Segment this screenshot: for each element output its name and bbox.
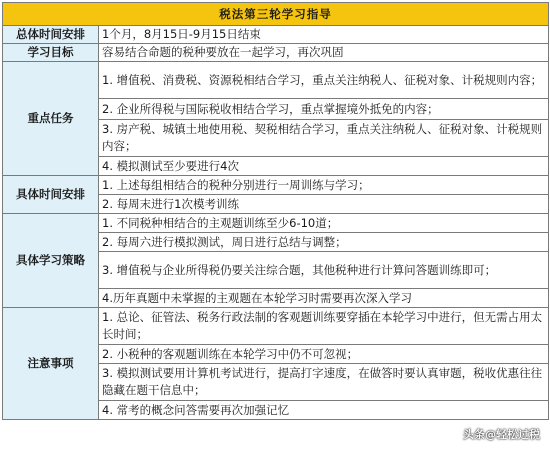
watermark-text: 头条@轻松过税 [463,428,540,441]
goal-text: 容易结合命题的税种要放在一起学习，再次巩固 [99,44,549,62]
strategy-item-4: 4.历年真题中未掌握的主观题在本轮学习时需要再次深入学习 [99,289,549,308]
note-item-4: 4. 常考的概念问答需要再次加强记忆 [99,401,549,420]
note-item-3: 3. 模拟测试要用计算机考试进行，提高打字速度，在做答时要认真审题，税收优惠往往隐藏在题干信息中； [99,364,549,401]
key-tasks-label: 重点任务 [3,62,99,176]
strategy-item-1: 1. 不同税种相结合的主观题训练至少6-10道； [99,214,549,233]
specific-time-item-1: 1. 上述每组相结合的税种分别进行一周训练与学习； [99,176,549,195]
strategy-label: 具体学习策略 [3,214,99,308]
key-task-item-4: 4. 模拟测试至少要进行4次 [99,157,549,176]
key-task-item-1: 1. 增值税、消费税、资源税相结合学习，重点关注纳税人、征税对象、计税规则内容； [99,62,549,99]
overall-time-label: 总体时间安排 [3,26,99,44]
key-task-item-2: 2. 企业所得税与国际税收相结合学习，重点掌握境外抵免的内容； [99,99,549,120]
strategy-item-2: 2. 每周六进行模拟测试，周日进行总结与调整； [99,233,549,252]
table-title: 税法第三轮学习指导 [3,3,549,26]
strategy-item-3: 3. 增值税与企业所得税仍要关注综合题，其他税种进行计算问答题训练即可； [99,252,549,289]
goal-label: 学习目标 [3,44,99,62]
study-plan-table [2,2,549,420]
notes-label: 注意事项 [3,308,99,420]
note-item-1: 1. 总论、征管法、税务行政法制的客观题训练要穿插在本轮学习中进行，但无需占用太长时间； [99,308,549,345]
overall-time-text: 1个月，8月15日-9月15日结束 [99,26,549,44]
key-task-item-3: 3. 房产税、城镇土地使用税、契税相结合学习，重点关注纳税人、征税对象、计税规则内容； [99,120,549,157]
specific-time-item-2: 2. 每周末进行1次模考训练 [99,195,549,214]
note-item-2: 2. 小税种的客观题训练在本轮学习中仍不可忽视； [99,345,549,364]
specific-time-label: 具体时间安排 [3,176,99,214]
